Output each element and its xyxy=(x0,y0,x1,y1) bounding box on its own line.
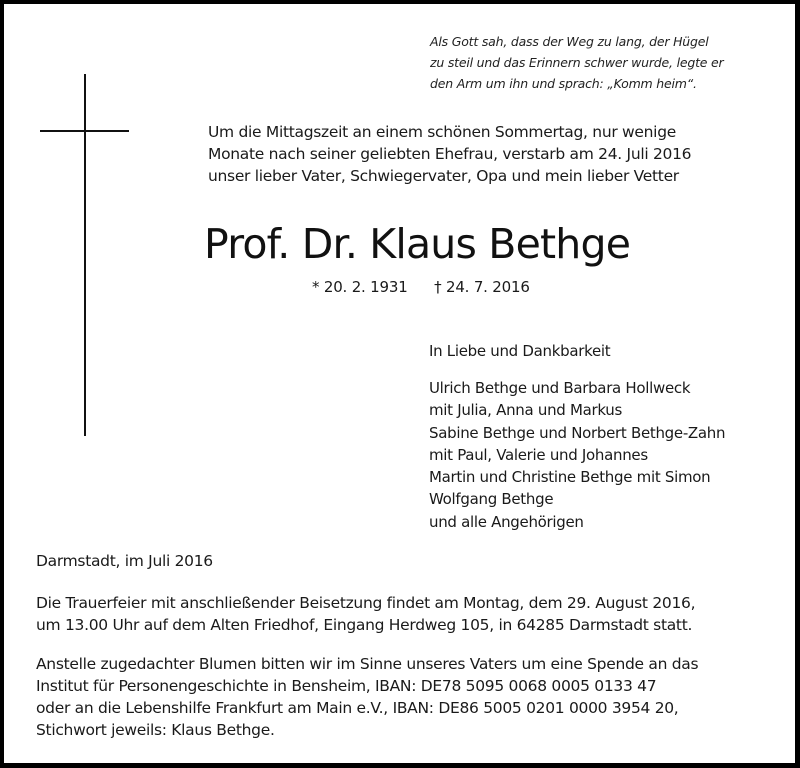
ceremony-line: um 13.00 Uhr auf dem Alten Friedhof, Eingang Herdweg 105, in 64285 Darmstadt statt. xyxy=(36,616,693,634)
mourner-line: und alle Angehörigen xyxy=(429,512,584,531)
cross-icon-vertical xyxy=(84,74,86,436)
quote-line: den Arm um ihn und sprach: „Komm heim“. xyxy=(430,76,697,91)
cross-icon-horizontal xyxy=(40,130,129,132)
mourner-line: Ulrich Bethge und Barbara Hollweck xyxy=(429,379,691,397)
death-date: † 24. 7. 2016 xyxy=(434,278,530,296)
mourner-line: Wolfgang Bethge xyxy=(429,490,554,509)
mourner-line: Sabine Bethge und Norbert Bethge-Zahn xyxy=(429,423,726,442)
mourners-list xyxy=(429,377,725,533)
intro-line: Monate nach seiner geliebten Ehefrau, verstarb am 24. Juli 2016 xyxy=(208,145,692,163)
birth-date: * 20. 2. 1931 xyxy=(312,278,408,296)
intro-line: unser lieber Vater, Schwiegervater, Opa und mein lieber Vetter xyxy=(208,167,679,185)
life-dates xyxy=(312,276,552,298)
mourners-greeting: In Liebe und Dankbarkeit xyxy=(429,342,611,360)
intro-line: Um die Mittagszeit an einem schönen Sommertag, nur wenige xyxy=(208,123,676,141)
donation-line: Institut für Personengeschichte in Bensheim, IBAN: DE78 5095 0068 0005 0133 47 xyxy=(36,677,657,695)
epitaph-quote xyxy=(430,31,780,94)
mourner-line: mit Julia, Anna und Markus xyxy=(429,401,623,420)
ceremony-line: Die Trauerfeier mit anschließender Beisetzung findet am Montag, dem 29. August 2016, xyxy=(36,594,696,612)
obituary-notice xyxy=(4,4,795,763)
donation-info xyxy=(36,653,796,741)
mourner-line: mit Paul, Valerie und Johannes xyxy=(429,445,648,464)
donation-line: oder an die Lebenshilfe Frankfurt am Main e.V., IBAN: DE86 5005 0201 0000 3954 20, xyxy=(36,699,679,717)
funeral-ceremony-info xyxy=(36,592,796,636)
intro-text xyxy=(208,121,788,187)
place-and-date: Darmstadt, im Juli 2016 xyxy=(36,552,213,570)
mourner-line: Martin und Christine Bethge mit Simon xyxy=(429,468,711,487)
quote-line: Als Gott sah, dass der Weg zu lang, der Hügel xyxy=(430,34,709,49)
deceased-name: Prof. Dr. Klaus Bethge xyxy=(204,220,631,268)
donation-line: Anstelle zugedachter Blumen bitten wir im Sinne unseres Vaters um eine Spende an das xyxy=(36,655,699,673)
quote-line: zu steil und das Erinnern schwer wurde, legte er xyxy=(430,55,724,70)
donation-line: Stichwort jeweils: Klaus Bethge. xyxy=(36,721,275,739)
